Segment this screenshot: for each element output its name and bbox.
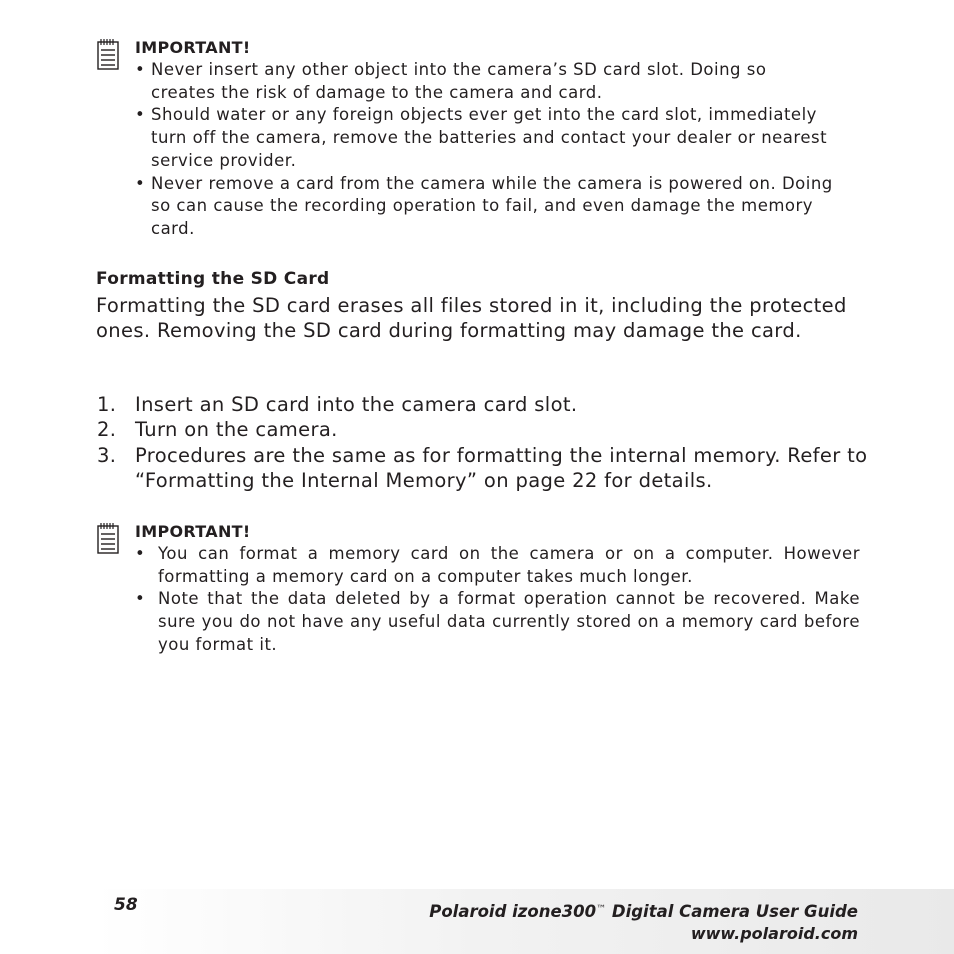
- list-item: [135, 543, 860, 588]
- list-item: [135, 59, 835, 104]
- footer-url: www.polaroid.com: [690, 924, 858, 943]
- footer-title-rest: Digital Camera User Guide: [606, 902, 858, 921]
- steps-list: [96, 392, 896, 494]
- note-bullet-list: [135, 543, 860, 657]
- list-item: [135, 588, 860, 656]
- page-number: 58: [114, 895, 138, 915]
- section-body: Formatting the SD card erases all files stored in it, including the protected ones. Removing the SD card during formatting may damage the card.: [96, 294, 847, 343]
- footer-title: [429, 899, 858, 923]
- bullet-text: Should water or any foreign objects ever get into the card slot, immediately turn off the camera, remove the batteries and contact your dealer or nearest service provider.: [151, 105, 828, 170]
- formatting-section: [96, 268, 876, 343]
- step-text: Procedures are the same as for formatting the internal memory. Refer to “Formatting the Internal Memory” on page 22 for details.: [135, 443, 868, 493]
- note-title: IMPORTANT!: [135, 38, 251, 57]
- memo-pad-icon: [97, 522, 119, 554]
- bullet-text: Never remove a card from the camera while the camera is powered on. Doing so can cause the recording operation to fail, and even damage the memory card.: [151, 173, 833, 238]
- list-item: [135, 104, 835, 172]
- bullet-marker: •: [135, 544, 146, 563]
- section-heading: Formatting the SD Card: [96, 269, 330, 289]
- footer-title-product: Polaroid izone300: [429, 902, 597, 921]
- step-number: 1.: [97, 393, 117, 416]
- list-item: [135, 173, 835, 241]
- note-bullet-list: [135, 59, 835, 241]
- bullet-marker: •: [135, 589, 146, 609]
- step-text: Turn on the camera.: [135, 418, 338, 442]
- bullet-text: Never insert any other object into the camera’s SD card slot. Doing so creates the risk of damage to the camera and card.: [151, 60, 767, 102]
- step-item: [96, 417, 896, 442]
- step-text: Insert an SD card into the camera card slot.: [135, 393, 578, 416]
- bullet-text: Note that the data deleted by a format operation cannot be recovered. Make sure you do not have any useful data currently stored on a memory card before you format it.: [158, 589, 860, 654]
- note-title: IMPORTANT!: [135, 522, 251, 541]
- memo-pad-icon: [97, 38, 119, 70]
- bullet-text: You can format a memory card on the camera or on a computer. However formatting a memory card on a computer takes much longer.: [158, 544, 860, 586]
- step-item: [96, 392, 896, 417]
- step-number: 3.: [97, 443, 117, 467]
- bullet-marker: •: [135, 105, 146, 125]
- bullet-marker: •: [135, 173, 146, 193]
- bullet-marker: •: [135, 60, 146, 79]
- step-item: [96, 443, 896, 494]
- trademark-symbol: ™: [596, 904, 607, 915]
- step-number: 2.: [97, 418, 117, 442]
